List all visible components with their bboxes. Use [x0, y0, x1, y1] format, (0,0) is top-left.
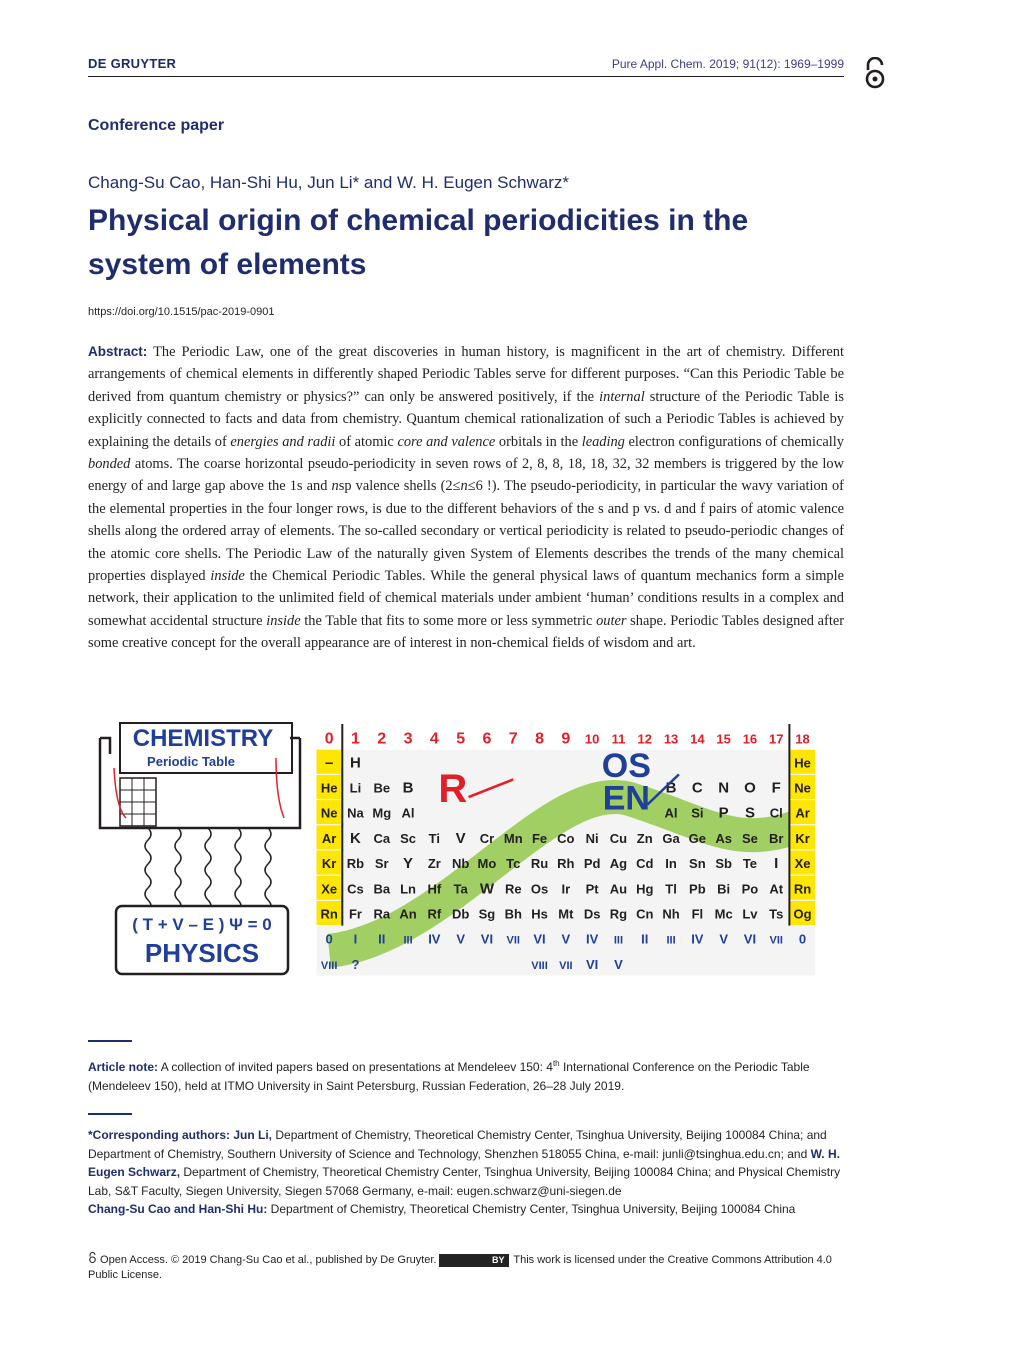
- abstract-text: electron configurations of chemically: [624, 433, 844, 450]
- element-symbol: –: [324, 754, 334, 772]
- valence-label: ?: [351, 956, 360, 972]
- element-symbol: B: [665, 779, 677, 797]
- abstract-label: Abstract:: [88, 344, 148, 359]
- periodic-table-figure: [96, 718, 826, 980]
- valence-label: V: [456, 931, 465, 947]
- element-symbol: F: [771, 779, 781, 797]
- element-symbol: Ge: [688, 830, 707, 846]
- element-symbol: Fe: [531, 830, 548, 846]
- oxidation-state-label: OS: [601, 746, 651, 785]
- element-symbol: Pb: [689, 881, 706, 897]
- element-symbol: Cr: [479, 830, 495, 846]
- group-number: 5: [456, 730, 466, 748]
- element-symbol: As: [715, 830, 732, 846]
- element-symbol: Zr: [427, 856, 441, 872]
- element-symbol: Ar: [321, 830, 337, 846]
- valence-label: 0: [325, 931, 333, 947]
- element-symbol: Ru: [530, 856, 549, 872]
- author-list: Chang-Su Cao, Han-Shi Hu, Jun Li* and W. H. Eugen Schwarz*: [88, 173, 569, 192]
- valence-label: V: [614, 956, 623, 972]
- corresponding-text: Department of Chemistry, Theoretical Chemistry Center, Tsinghua University, Beijing 100084 China; and Physical Chemistry Lab, S&T Faculty, Siegen University, Siegen 57068 Germany, e-mail: eugen.schwarz@uni-siegen.de: [88, 1165, 841, 1198]
- grid-lines: [120, 778, 156, 826]
- footnote-rule: [88, 1040, 132, 1042]
- group-number: 1: [350, 730, 360, 748]
- valence-label: VII: [559, 959, 573, 972]
- element-symbol: Al: [401, 805, 415, 821]
- group-number: 8: [535, 730, 545, 748]
- abstract-text: sp valence shells (2≤: [338, 478, 461, 495]
- element-symbol: Xe: [794, 856, 811, 872]
- valence-label: III: [403, 934, 413, 947]
- element-symbol: Ga: [662, 830, 680, 846]
- publisher-name: DE GRUYTER: [88, 56, 177, 71]
- abstract-emph: inside: [210, 568, 245, 585]
- group-number: 11: [611, 731, 626, 747]
- element-symbol: Rn: [793, 881, 812, 897]
- group-number: 0: [324, 730, 334, 748]
- element-symbol: Xe: [321, 881, 338, 897]
- element-symbol: O: [744, 779, 756, 797]
- element-symbol: Ds: [583, 906, 601, 922]
- electronegativity-label: EN: [602, 779, 650, 818]
- abstract-emph: core and valence: [397, 433, 496, 450]
- journal-citation: Pure Appl. Chem. 2019; 91(12): 1969–1999: [611, 57, 844, 71]
- group-number: 7: [508, 730, 518, 748]
- element-symbol: Be: [373, 780, 391, 796]
- abstract: [88, 341, 844, 655]
- element-symbol: Hs: [531, 906, 548, 922]
- element-symbol: Cs: [347, 881, 364, 897]
- abstract-emph: bonded: [88, 456, 131, 473]
- abstract-text: the Table that fits to some more or less symmetric: [300, 612, 597, 629]
- element-symbol: Ba: [373, 881, 391, 897]
- valence-label: II: [378, 931, 386, 947]
- valence-label: VI: [743, 931, 757, 947]
- element-symbol: Mg: [372, 805, 392, 821]
- element-symbol: Ca: [373, 830, 391, 846]
- corresponding-label: *Corresponding authors: Jun Li,: [88, 1128, 273, 1142]
- element-symbol: Ar: [795, 805, 810, 821]
- element-symbol: Re: [504, 881, 522, 897]
- corresponding-authors: [88, 1126, 848, 1219]
- element-symbol: Bi: [717, 881, 731, 897]
- article-note-text: International Conference on the Periodic Table (Mendeleev 150), held at ITMO University in Saint Petersburg, Russian Federation, 26–28 July 2019.: [88, 1060, 810, 1093]
- element-symbol: Si: [691, 805, 704, 821]
- group-number: 10: [584, 731, 600, 747]
- valence-label: 0: [798, 931, 807, 947]
- coauthors-name: Chang-Su Cao and Han-Shi Hu:: [88, 1202, 268, 1216]
- element-symbol: Rn: [320, 906, 338, 922]
- element-symbol: At: [769, 881, 784, 897]
- article-note-label: Article note:: [88, 1060, 159, 1074]
- element-symbol: Cu: [609, 830, 628, 846]
- element-symbol: Mc: [714, 906, 733, 922]
- valence-label: III: [613, 934, 624, 947]
- element-symbol: Rf: [427, 906, 442, 922]
- abstract-emph: leading: [581, 433, 625, 450]
- element-symbol: P: [718, 804, 729, 822]
- abstract-text: ≤6 !). The pseudo-periodicity, in particular the wavy variation of the elemental properties in the four longer rows, is due to the different behaviors of the s and p vs. d and f pairs of atomic valence shells along the ordered array of elements. The so-called secondary or vertical periodicity is related to pseudo-periodic changes of the atomic core shells. The Periodic Law of the naturally given System of Elements describes the trends of the many chemical properties displayed: [88, 478, 844, 585]
- cc-by-badge[interactable]: BY: [439, 1254, 509, 1267]
- valence-label: IV: [586, 931, 599, 947]
- valence-label: VII: [769, 934, 783, 947]
- article-note-text: A collection of invited papers based on presentations at Mendeleev 150: 4: [158, 1060, 553, 1074]
- copyright-text: Open Access. © 2019 Chang-Su Cao et al., published by De Gruyter.: [97, 1254, 437, 1266]
- element-symbol: V: [455, 829, 466, 847]
- abstract-text: shape. Periodic Tables designed after some creative concept for the overall appearance are of interest in non-chemical fields of wisdom and art.: [88, 612, 845, 652]
- element-symbol: Cn: [636, 906, 654, 922]
- group-number: 18: [795, 731, 810, 747]
- group-number: 9: [561, 730, 571, 748]
- ordinal-suffix: th: [552, 1059, 560, 1068]
- element-symbol: Y: [403, 855, 414, 873]
- element-symbol: Ir: [561, 881, 571, 897]
- element-symbol: Mo: [477, 856, 497, 872]
- element-symbol: Lv: [742, 906, 758, 922]
- element-symbol: Na: [347, 805, 364, 821]
- abstract-text: the Chemical Periodic Tables. While the general physical laws of quantum mechanics form a simple network, their application to the unlimited field of chemical materials under ambient ‘human’ conditions results in a complex and somewhat accidental structure: [88, 568, 845, 629]
- valence-label: VIII: [320, 959, 338, 972]
- element-symbol: Os: [530, 881, 549, 897]
- element-symbol: Og: [793, 906, 812, 922]
- group-number: 14: [690, 731, 705, 747]
- chemistry-physics-panel: [100, 723, 300, 974]
- valence-label: VI: [586, 956, 599, 972]
- element-symbol: He: [794, 755, 811, 771]
- element-symbol: Co: [557, 830, 575, 846]
- element-symbol: Au: [609, 881, 628, 897]
- element-symbol: K: [350, 829, 361, 847]
- group-number: 16: [742, 731, 758, 747]
- article-type: Conference paper: [88, 117, 225, 134]
- valence-label: V: [561, 931, 571, 947]
- doi-link[interactable]: https://doi.org/10.1515/pac-2019-0901: [88, 306, 275, 318]
- valence-label: II: [641, 931, 649, 947]
- group-number: 12: [637, 731, 652, 747]
- license-text: This work is licensed under the Creative Commons Attribution 4.0 Public License.: [88, 1254, 832, 1281]
- abstract-emph: n: [331, 478, 339, 495]
- valence-label: I: [353, 931, 358, 947]
- element-symbol: Ne: [794, 780, 811, 796]
- open-access-icon: [88, 1252, 97, 1264]
- element-symbol: Ni: [585, 830, 599, 846]
- abstract-text: The Periodic Law, one of the great discoveries in human history, is magnificent in the art of chemistry. Different arrangements of chemical elements in differently shaped Periodic Tables serve for different purposes. “Can this Periodic Table be derived from quantum chemistry or physics?” can only be answered positively, if the: [88, 344, 844, 405]
- element-symbol: Te: [742, 856, 758, 872]
- element-symbol: An: [399, 906, 417, 922]
- element-symbol: Pt: [585, 881, 599, 897]
- schrodinger-equation: ( T + V – E ) Ψ = 0: [132, 915, 272, 934]
- element-symbol: Pd: [583, 856, 601, 872]
- element-symbol: Sc: [400, 830, 417, 846]
- abstract-text: structure of the Periodic Table is explicitly connected to facts and data from chemistry. Quantum chemical rationalization of such a Periodic Tables is achieved by explaining the details of: [88, 388, 844, 450]
- element-symbol: Fl: [691, 906, 704, 922]
- corresponding-text: Department of Chemistry, Theoretical Chemistry Center, Tsinghua University, Beijing 100084 China; and Department of Chemistry, Southern University of Science and Technology, Shenzhen 518055 China, e-mail: junli@tsinghua.edu.cn; and: [88, 1128, 827, 1161]
- element-symbol: Po: [741, 881, 759, 897]
- element-symbol: Rh: [557, 856, 575, 872]
- element-symbol: Sg: [478, 906, 496, 922]
- element-symbol: Hf: [427, 881, 442, 897]
- physics-title: PHYSICS: [144, 938, 260, 968]
- element-symbol: Hg: [636, 881, 654, 897]
- article-note: [88, 1055, 848, 1095]
- element-symbol: Al: [664, 805, 678, 821]
- abstract-emph: internal: [599, 388, 645, 405]
- element-symbol: S: [744, 804, 755, 822]
- paper-title: Physical origin of chemical periodicities in the system of elements: [88, 204, 749, 281]
- element-symbol: Sb: [715, 856, 732, 872]
- element-symbol: I: [774, 855, 779, 873]
- element-symbol: Tc: [506, 856, 521, 872]
- license-footer: [88, 1252, 848, 1283]
- element-symbol: Zn: [636, 830, 653, 846]
- element-symbol: Ag: [609, 856, 628, 872]
- element-symbol: H: [350, 754, 361, 772]
- element-symbol: C: [691, 779, 703, 797]
- abstract-text: atoms. The coarse horizontal pseudo-periodicity in seven rows of 2, 8, 8, 18, 18, 32, 32 members is triggered by the low energy of and large gap above the 1s and: [88, 456, 844, 495]
- group-number: 4: [429, 730, 439, 748]
- group-number: 6: [482, 730, 492, 748]
- element-symbol: N: [718, 779, 730, 797]
- valence-label: VII: [506, 934, 520, 947]
- element-symbol: Li: [349, 780, 362, 796]
- abstract-emph: inside: [266, 612, 301, 629]
- element-symbol: Ts: [769, 906, 784, 922]
- valence-label: IV: [691, 931, 704, 947]
- footnote-rule: [88, 1113, 132, 1115]
- group-number: 2: [377, 730, 387, 748]
- element-symbol: Mt: [558, 906, 574, 922]
- element-symbol: Nh: [662, 906, 680, 922]
- element-symbol: Bh: [504, 906, 522, 922]
- open-access-icon: [862, 57, 888, 91]
- element-symbol: Nb: [451, 856, 470, 872]
- element-symbol: Ti: [428, 830, 441, 846]
- valence-label: V: [719, 931, 728, 947]
- element-symbol: Ta: [453, 881, 468, 897]
- abstract-emph: n: [460, 478, 468, 495]
- element-symbol: He: [320, 780, 338, 796]
- element-symbol: Rg: [609, 906, 628, 922]
- element-symbol: In: [665, 856, 677, 872]
- group-number: 13: [663, 731, 679, 747]
- periodic-table-subtitle: Periodic Table: [147, 754, 235, 769]
- element-symbol: Ne: [320, 805, 338, 821]
- element-symbol: Db: [451, 906, 470, 922]
- group-number: 15: [716, 731, 731, 747]
- element-symbol: Ra: [373, 906, 391, 922]
- abstract-text: of atomic: [335, 433, 398, 450]
- element-symbol: Kr: [321, 856, 337, 872]
- corresponding-name: W. H. Eugen Schwarz,: [88, 1146, 840, 1179]
- element-symbol: B: [402, 779, 414, 797]
- element-symbol: Fr: [348, 906, 362, 922]
- valence-label: VIII: [531, 959, 548, 972]
- element-symbol: Sn: [689, 856, 706, 872]
- element-symbol: Br: [769, 830, 784, 846]
- element-symbol: W: [479, 880, 495, 898]
- header-rule: [88, 76, 844, 77]
- element-symbol: Cl: [769, 805, 783, 821]
- element-symbol: Kr: [795, 830, 810, 846]
- group-number: 3: [403, 730, 413, 748]
- abstract-text: orbitals in the: [495, 433, 582, 450]
- periodic-table: [316, 724, 816, 976]
- valence-label: VI: [533, 931, 546, 947]
- valence-label: VI: [480, 931, 494, 947]
- valence-label: III: [666, 934, 676, 947]
- element-symbol: Sr: [374, 856, 389, 872]
- abstract-emph: energies and radii: [230, 433, 336, 450]
- valence-label: IV: [428, 931, 441, 947]
- element-symbol: Ln: [400, 881, 416, 897]
- element-symbol: Mn: [503, 830, 523, 846]
- group-number: 17: [769, 731, 784, 747]
- element-symbol: Se: [741, 830, 758, 846]
- element-symbol: Tl: [665, 881, 677, 897]
- coauthors-text: Department of Chemistry, Theoretical Chemistry Center, Tsinghua University, Beijing 100084 China: [267, 1202, 796, 1216]
- radius-label: R: [438, 767, 468, 812]
- abstract-emph: outer: [596, 612, 627, 629]
- element-symbol: Cd: [636, 856, 654, 872]
- chemistry-title: CHEMISTRY: [132, 725, 274, 752]
- element-symbol: Rb: [346, 856, 365, 872]
